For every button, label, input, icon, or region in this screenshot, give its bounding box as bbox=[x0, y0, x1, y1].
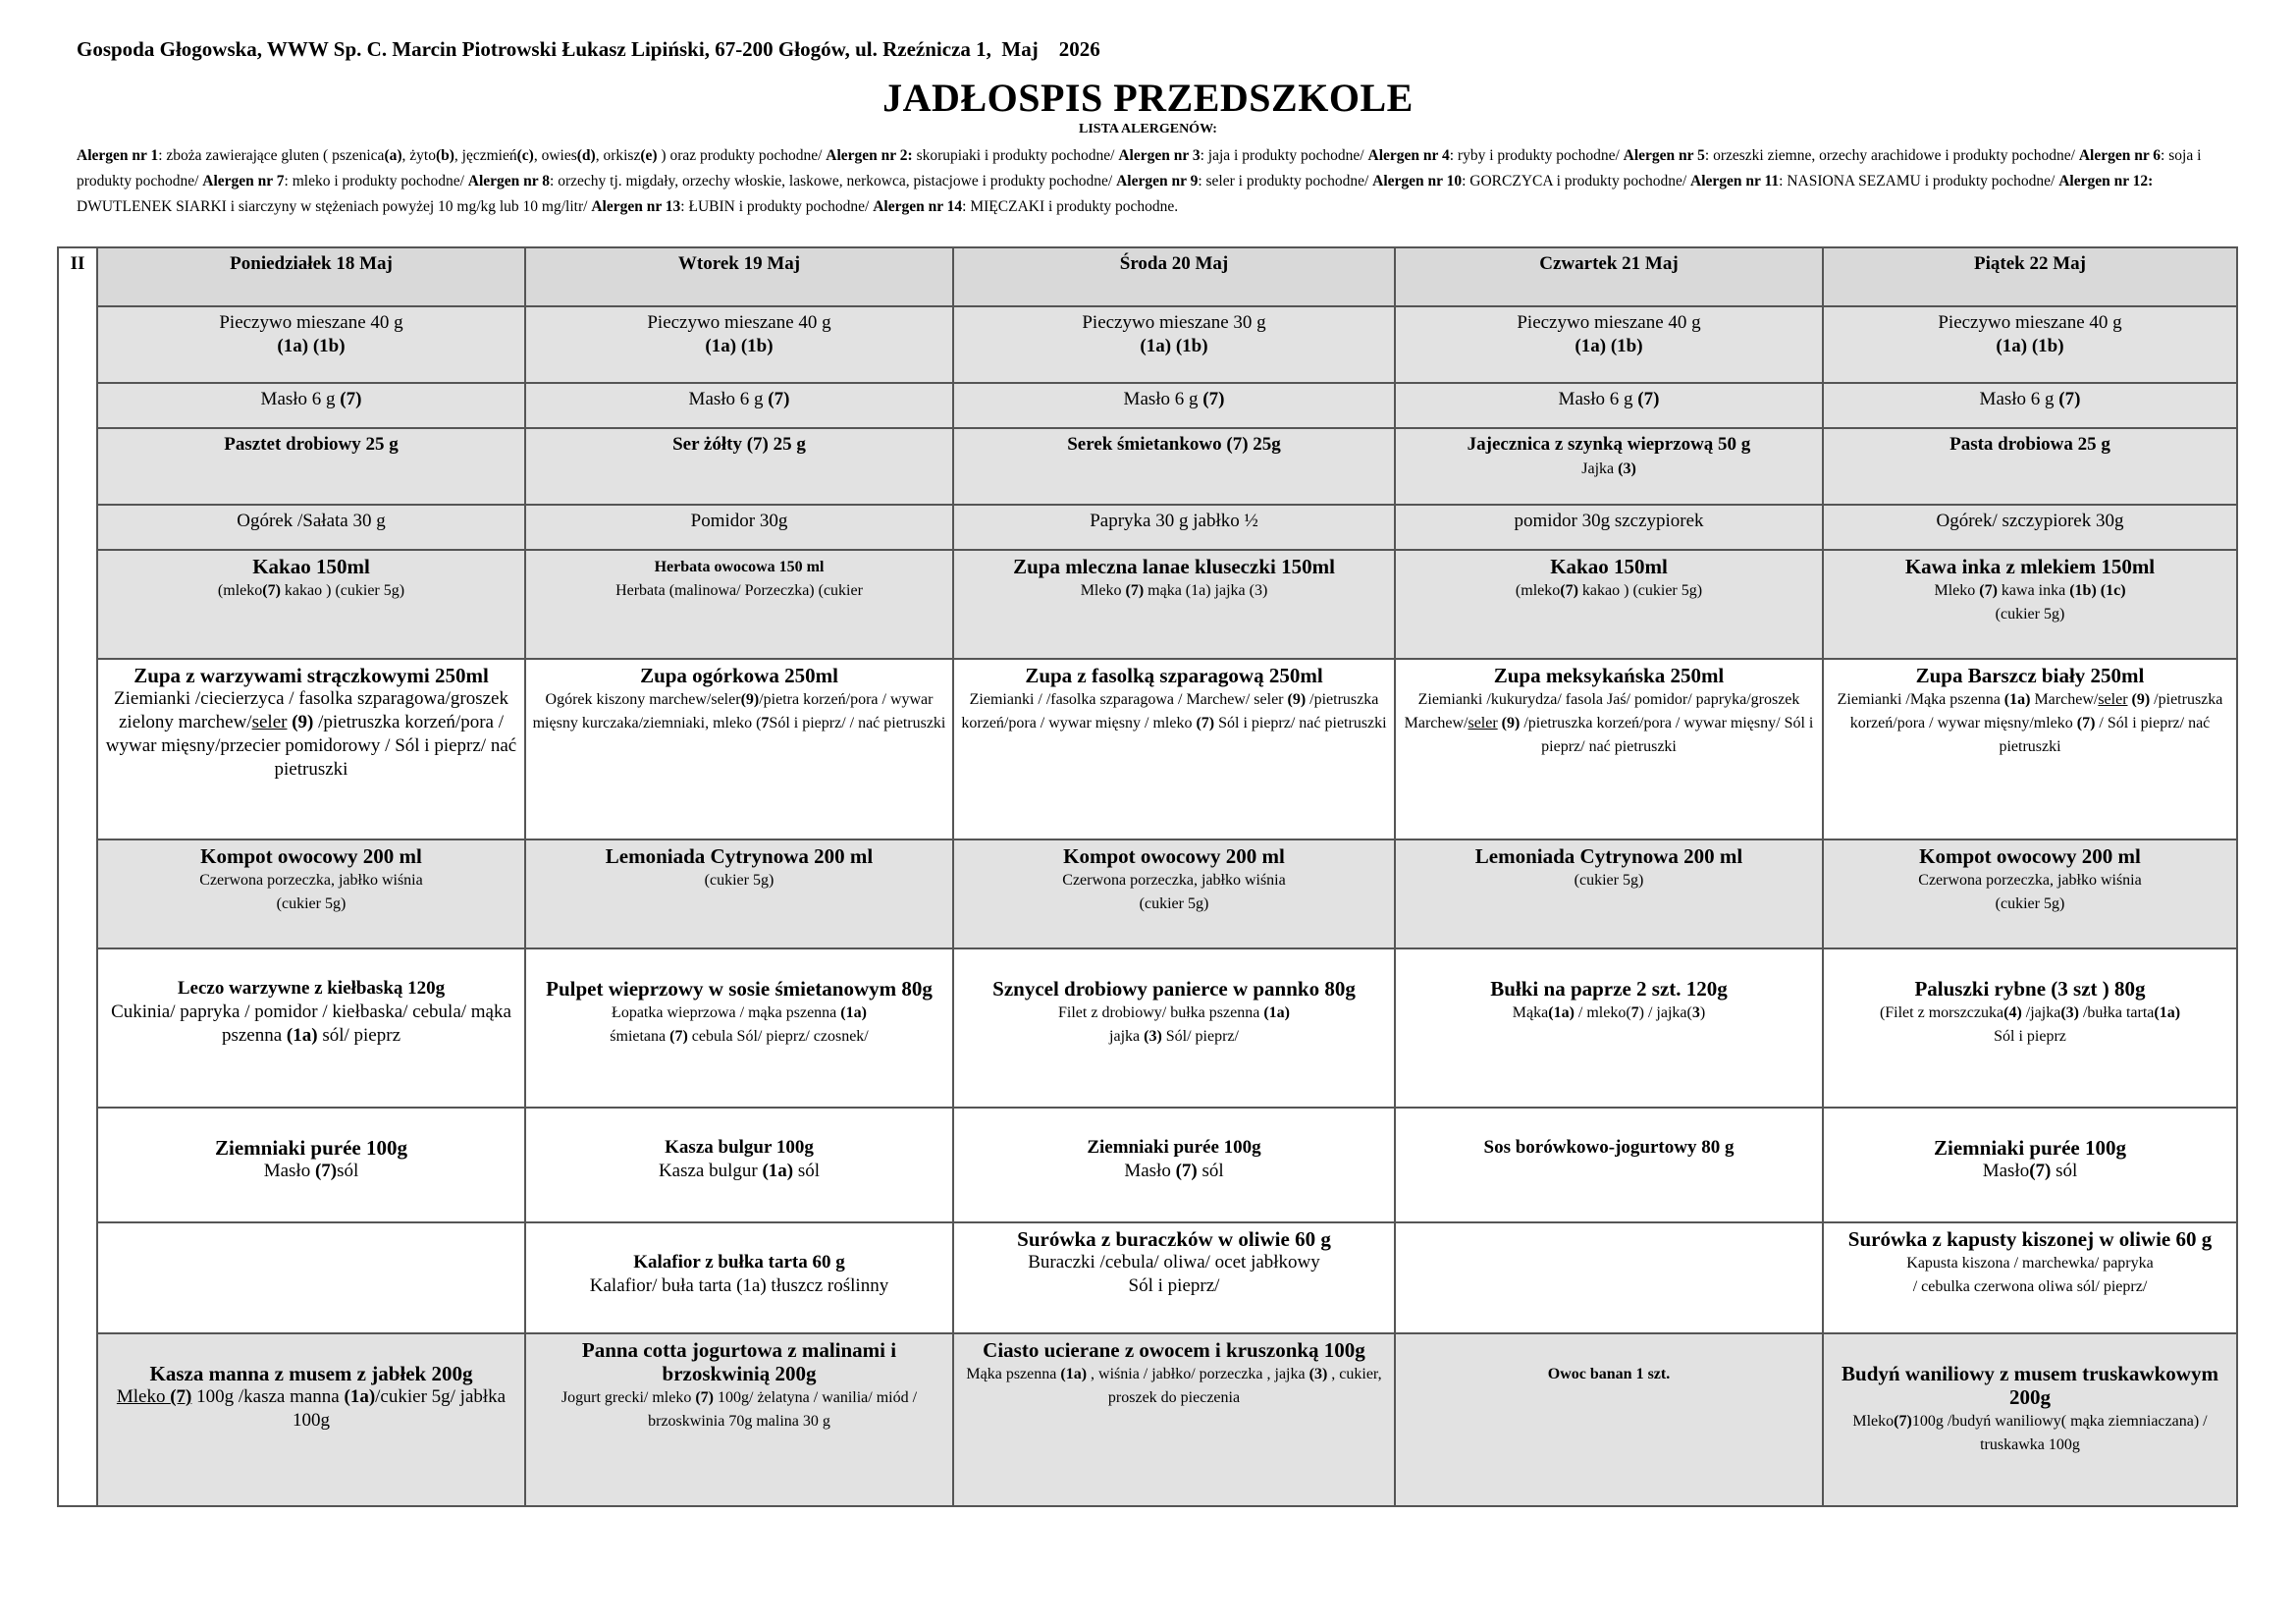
drink-row bbox=[58, 550, 2237, 659]
allergen-label: Alergen nr 14 bbox=[873, 198, 963, 215]
menu-cell-thursday: Pieczywo mieszane 40 g (1a) (1b) bbox=[1395, 306, 1823, 383]
menu-cell-monday: Kakao 150ml (mleko(7) kakao ) (cukier 5g) bbox=[97, 550, 525, 659]
meal-group-label: II bbox=[58, 247, 97, 1506]
page-title: JADŁOSPIS PRZEDSZKOLE bbox=[882, 76, 1414, 120]
menu-cell-friday: Zupa Barszcz biały 250ml Ziemianki /Mąka pszenna (1a) Marchew/seler (9) /pietruszka korzeń/pora / wywar mięsny/mleko (7) / Sól i pieprz/ nać pietruszki bbox=[1823, 659, 2237, 839]
allergen-label: Alergen nr 4 bbox=[1367, 147, 1450, 164]
menu-cell-wednesday: Papryka 30 g jabłko ½ bbox=[953, 505, 1395, 550]
menu-cell-wednesday: Ciasto ucierane z owocem i kruszonką 100g Mąka pszenna (1a) , wiśnia / jabłko/ porzeczka , jajka (3) , cukier, proszek do pieczenia bbox=[953, 1333, 1395, 1506]
menu-cell-tuesday: Panna cotta jogurtowa z malinami i brzoskwinią 200g Jogurt grecki/ mleko (7) 100g/ żelatyna / wanilia/ miód / brzoskwinia 70g malina 30 g bbox=[525, 1333, 953, 1506]
allergen-label: Alergen nr 5 bbox=[1623, 147, 1705, 164]
beverage-row bbox=[58, 839, 2237, 948]
allergen-description: : soja i produkty pochodne/ bbox=[77, 147, 2202, 189]
menu-cell-wednesday: Pieczywo mieszane 30 g (1a) (1b) bbox=[953, 306, 1395, 383]
menu-cell-friday: Kawa inka z mlekiem 150ml Mleko (7) kawa inka (1b) (1c) (cukier 5g) bbox=[1823, 550, 2237, 659]
menu-cell-tuesday: Kalafior z bułka tarta 60 g Kalafior/ buła tarta (1a) tłuszcz roślinny bbox=[525, 1222, 953, 1334]
allergen-description: : mleko i produkty pochodne/ bbox=[284, 173, 468, 189]
menu-cell-tuesday: Pomidor 30g bbox=[525, 505, 953, 550]
menu-cell-wednesday: Zupa z fasolką szparagową 250ml Ziemianki / /fasolka szparagowa / Marchew/ seler (9) /pietruszka korzeń/pora / wywar mięsny / mleko (7) Sól i pieprz/ nać pietruszki bbox=[953, 659, 1395, 839]
soup-row bbox=[58, 659, 2237, 839]
menu-cell-monday: Ogórek /Sałata 30 g bbox=[97, 505, 525, 550]
allergen-description: : zboża zawierające gluten ( pszenica(a), żyto(b), jęczmień(c), owies(d), orkisz(e) ) oraz produkty pochodne/ bbox=[158, 147, 827, 164]
allergen-description: skorupiaki i produkty pochodne/ bbox=[912, 147, 1119, 164]
allergen-description: DWUTLENEK SIARKI i siarczyny w stężeniach powyżej 10 mg/kg lub 10 mg/litr/ bbox=[77, 198, 592, 215]
menu-cell-friday: Ogórek/ szczypiorek 30g bbox=[1823, 505, 2237, 550]
menu-cell-monday: Pieczywo mieszane 40 g (1a) (1b) bbox=[97, 306, 525, 383]
menu-cell-thursday: Kakao 150ml (mleko(7) kakao ) (cukier 5g) bbox=[1395, 550, 1823, 659]
bread-row bbox=[58, 306, 2237, 383]
allergen-description: : jaja i produkty pochodne/ bbox=[1200, 147, 1368, 164]
menu-cell-tuesday: Zupa ogórkowa 250ml Ogórek kiszony marchew/seler(9)/pietra korzeń/pora / wywar mięsny kurczaka/ziemniaki, mleko (7Sól i pieprz/ / nać pietruszki bbox=[525, 659, 953, 839]
allergen-label: Alergen nr 7 bbox=[202, 173, 285, 189]
allergen-label: Alergen nr 3 bbox=[1118, 147, 1201, 164]
day-header-monday: Poniedziałek 18 Maj bbox=[97, 247, 525, 306]
allergen-description: : seler i produkty pochodne/ bbox=[1198, 173, 1373, 189]
menu-cell-tuesday: Herbata owocowa 150 ml Herbata (malinowa/ Porzeczka) (cukier bbox=[525, 550, 953, 659]
menu-cell-wednesday: Serek śmietankowo (7) 25g bbox=[953, 428, 1395, 505]
menu-cell-friday: Pasta drobiowa 25 g bbox=[1823, 428, 2237, 505]
menu-cell-wednesday: Surówka z buraczków w oliwie 60 g Buraczki /cebula/ oliwa/ ocet jabłkowy Sól i pieprz/ bbox=[953, 1222, 1395, 1334]
menu-table bbox=[57, 246, 2238, 1507]
day-header-tuesday: Wtorek 19 Maj bbox=[525, 247, 953, 306]
allergen-label: Alergen nr 12: bbox=[2058, 173, 2154, 189]
menu-cell-monday: Ziemniaki purée 100g Masło (7)sól bbox=[97, 1108, 525, 1221]
allergen-label: Alergen nr 6 bbox=[2078, 147, 2162, 164]
menu-cell-wednesday: Ziemniaki purée 100g Masło (7) sól bbox=[953, 1108, 1395, 1221]
menu-cell-monday: Pasztet drobiowy 25 g bbox=[97, 428, 525, 505]
menu-cell-friday: Ziemniaki purée 100g Masło(7) sól bbox=[1823, 1108, 2237, 1221]
menu-cell-thursday: Bułki na paprze 2 szt. 120g Mąka(1a) / mleko(7) / jajka(3) bbox=[1395, 948, 1823, 1108]
menu-cell-wednesday: Masło 6 g (7) bbox=[953, 383, 1395, 428]
menu-cell-monday bbox=[97, 1222, 525, 1334]
menu-cell-monday: Leczo warzywne z kiełbaską 120g Cukinia/ papryka / pomidor / kiełbaska/ cebula/ mąka pszenna (1a) sól/ pieprz bbox=[97, 948, 525, 1108]
spread-row bbox=[58, 428, 2237, 505]
restaurant-header: Gospoda Głogowska, WWW Sp. C. Marcin Piotrowski Łukasz Lipiński, 67-200 Głogów, ul. Rzeźnicza 1, Maj 2026 bbox=[77, 37, 1100, 61]
menu-cell-thursday: Owoc banan 1 szt. bbox=[1395, 1333, 1823, 1506]
salad-row bbox=[58, 1222, 2237, 1334]
menu-cell-friday: Pieczywo mieszane 40 g (1a) (1b) bbox=[1823, 306, 2237, 383]
allergen-description: : ŁUBIN i produkty pochodne/ bbox=[680, 198, 874, 215]
allergen-description: : ryby i produkty pochodne/ bbox=[1449, 147, 1624, 164]
menu-cell-tuesday: Pulpet wieprzowy w sosie śmietanowym 80g Łopatka wieprzowa / mąka pszenna (1a) śmietana (7) cebula Sól/ pieprz/ czosnek/ bbox=[525, 948, 953, 1108]
menu-cell-monday: Zupa z warzywami strączkowymi 250ml Ziemianki /ciecierzyca / fasolka szparagowa/groszek zielony marchew/seler (9) /pietruszka korzeń/pora / wywar mięsny/przecier pomidorowy / Sól i pieprz/ nać pietruszki bbox=[97, 659, 525, 839]
allergen-label: Alergen nr 9 bbox=[1116, 173, 1199, 189]
allergen-description: : NASIONA SEZAMU i produkty pochodne/ bbox=[1779, 173, 2059, 189]
menu-cell-thursday: pomidor 30g szczypiorek bbox=[1395, 505, 1823, 550]
menu-cell-tuesday: Pieczywo mieszane 40 g (1a) (1b) bbox=[525, 306, 953, 383]
allergen-description: : orzeszki ziemne, orzechy arachidowe i produkty pochodne/ bbox=[1704, 147, 2079, 164]
menu-cell-wednesday: Zupa mleczna lanae kluseczki 150ml Mleko (7) mąka (1a) jajka (3) bbox=[953, 550, 1395, 659]
menu-cell-tuesday: Masło 6 g (7) bbox=[525, 383, 953, 428]
allergen-label: Alergen nr 10 bbox=[1372, 173, 1463, 189]
menu-cell-tuesday: Kasza bulgur 100g Kasza bulgur (1a) sól bbox=[525, 1108, 953, 1221]
menu-cell-friday: Kompot owocowy 200 ml Czerwona porzeczka, jabłko wiśnia (cukier 5g) bbox=[1823, 839, 2237, 948]
menu-cell-friday: Surówka z kapusty kiszonej w oliwie 60 g Kapusta kiszona / marchewka/ papryka / cebulka czerwona oliwa sól/ pieprz/ bbox=[1823, 1222, 2237, 1334]
side-dish-row bbox=[58, 1108, 2237, 1221]
vegetables-row bbox=[58, 505, 2237, 550]
allergen-label: Alergen nr 2: bbox=[826, 147, 913, 164]
menu-cell-thursday bbox=[1395, 1222, 1823, 1334]
allergen-label: Alergen nr 8 bbox=[467, 173, 551, 189]
butter-row bbox=[58, 383, 2237, 428]
menu-cell-friday: Paluszki rybne (3 szt ) 80g (Filet z morszczuka(4) /jajka(3) /bułka tarta(1a) Sól i pieprz bbox=[1823, 948, 2237, 1108]
allergen-label: Alergen nr 1 bbox=[77, 147, 159, 164]
allergen-description: : GORCZYCA i produkty pochodne/ bbox=[1462, 173, 1691, 189]
menu-cell-monday: Kompot owocowy 200 ml Czerwona porzeczka, jabłko wiśnia (cukier 5g) bbox=[97, 839, 525, 948]
menu-cell-wednesday: Sznycel drobiowy panierce w pannko 80g Filet z drobiowy/ bułka pszenna (1a) jajka (3) Sól/ pieprz/ bbox=[953, 948, 1395, 1108]
allergen-label: Alergen nr 13 bbox=[591, 198, 681, 215]
menu-cell-thursday: Lemoniada Cytrynowa 200 ml (cukier 5g) bbox=[1395, 839, 1823, 948]
allergen-list bbox=[77, 143, 2236, 220]
menu-cell-monday: Masło 6 g (7) bbox=[97, 383, 525, 428]
allergen-description: : MIĘCZAKI i produkty pochodne. bbox=[962, 198, 1179, 215]
menu-cell-thursday: Jajecznica z szynką wieprzową 50 g Jajka (3) bbox=[1395, 428, 1823, 505]
day-header-friday: Piątek 22 Maj bbox=[1823, 247, 2237, 306]
dessert-row bbox=[58, 1333, 2237, 1506]
menu-cell-tuesday: Ser żółty (7) 25 g bbox=[525, 428, 953, 505]
menu-cell-thursday: Zupa meksykańska 250ml Ziemianki /kukurydza/ fasola Jaś/ pomidor/ papryka/groszek Marchew/seler (9) /pietruszka korzeń/pora / wywar mięsny/ Sól i pieprz/ nać pietruszki bbox=[1395, 659, 1823, 839]
day-header-row bbox=[58, 247, 2237, 306]
menu-cell-monday: Kasza manna z musem z jabłek 200g Mleko (7) 100g /kasza manna (1a)/cukier 5g/ jabłka 100g bbox=[97, 1333, 525, 1506]
day-header-thursday: Czwartek 21 Maj bbox=[1395, 247, 1823, 306]
allergen-list-heading: LISTA ALERGENÓW: bbox=[1079, 122, 1217, 136]
menu-cell-friday: Budyń waniliowy z musem truskawkowym 200g Mleko(7)100g /budyń waniliowy( mąka ziemniaczana) / truskawka 100g bbox=[1823, 1333, 2237, 1506]
day-header-wednesday: Środa 20 Maj bbox=[953, 247, 1395, 306]
menu-cell-tuesday: Lemoniada Cytrynowa 200 ml (cukier 5g) bbox=[525, 839, 953, 948]
menu-cell-wednesday: Kompot owocowy 200 ml Czerwona porzeczka, jabłko wiśnia (cukier 5g) bbox=[953, 839, 1395, 948]
allergen-label: Alergen nr 11 bbox=[1690, 173, 1780, 189]
menu-cell-thursday: Masło 6 g (7) bbox=[1395, 383, 1823, 428]
allergen-description: : orzechy tj. migdały, orzechy włoskie, laskowe, nerkowca, pistacjowe i produkty pochodne/ bbox=[550, 173, 1117, 189]
menu-cell-friday: Masło 6 g (7) bbox=[1823, 383, 2237, 428]
menu-cell-thursday: Sos borówkowo-jogurtowy 80 g bbox=[1395, 1108, 1823, 1221]
main-course-row bbox=[58, 948, 2237, 1108]
